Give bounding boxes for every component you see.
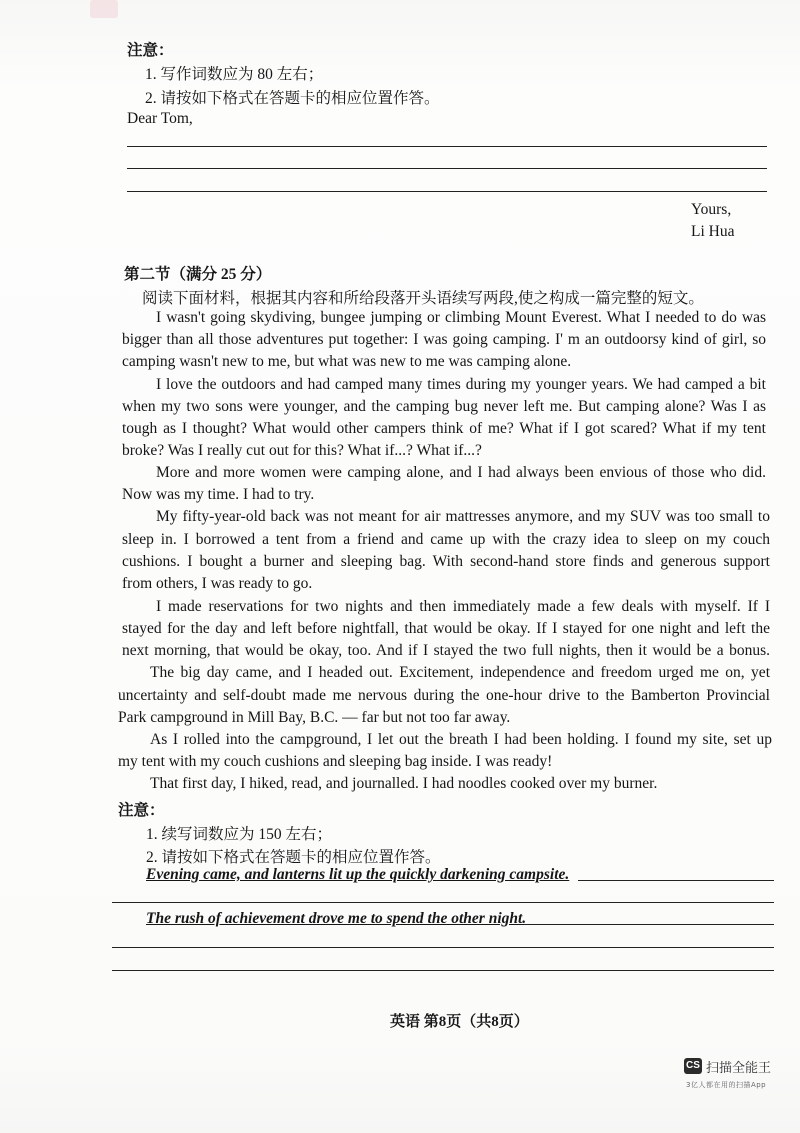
passage-line: cushions. I bought a burner and sleeping bag. With second-hand store finds and generous support [122, 553, 770, 570]
passage-line: sleep in. I borrowed a tent from a friend and came up with the crazy idea to sleep on my couch [122, 531, 770, 548]
signature: Li Hua [691, 223, 735, 240]
page-footer: 英语 第8页（共8页） [390, 1014, 529, 1030]
scan-mark [90, 0, 118, 18]
answer-line [127, 191, 767, 192]
passage-line: As I rolled into the campground, I let out the breath I had been holding. I found my site, set up [150, 731, 772, 748]
camscanner-logo: CS [684, 1058, 702, 1074]
answer-line [127, 168, 767, 169]
passage-line: tough as I thought? What would other campers think of me? What if I got scared? What if my tent [122, 420, 766, 437]
passage-line: I made reservations for two nights and then immediately made a few deals with myself. If I [156, 598, 770, 615]
passage-line: broke? Was I really cut out for this? What if...? What if...? [122, 442, 482, 459]
answer-line [524, 924, 774, 925]
answer-line [127, 146, 767, 147]
note-item-2: 2. 请按如下格式在答题卡的相应位置作答。 [145, 90, 440, 107]
passage-line: I wasn't going skydiving, bungee jumping or climbing Mount Everest. What I needed to do was [156, 309, 766, 326]
closing: Yours, [691, 201, 732, 218]
answer-line [112, 970, 774, 971]
passage-line: I love the outdoors and had camped many times during my younger years. We had camped a bit [156, 376, 766, 393]
passage-line: The big day came, and I headed out. Excitement, independence and freedom urged me on, yet [150, 664, 770, 681]
continuation-prompt-1: Evening came, and lanterns lit up the quickly darkening campsite. [146, 866, 570, 883]
watermark-tagline: 3亿人都在用的扫描App [686, 1081, 767, 1089]
passage-line: Now was my time. I had to try. [122, 486, 315, 503]
passage-line: More and more women were camping alone, and I had always been envious of those who did. [156, 464, 766, 481]
answer-line [112, 947, 774, 948]
passage-line: uncertainty and self-doubt made me nervous during the one-hour drive to the Bamberton Provincial [118, 687, 770, 704]
passage-line: my tent with my couch cushions and sleeping bag inside. I was ready! [118, 753, 553, 770]
note-item-1: 1. 写作词数应为 80 左右； [145, 66, 324, 83]
passage-line: My fifty-year-old back was not meant for air mattresses anymore, and my SUV was too small to [156, 508, 770, 525]
passage-line: bigger than all those adventures put together: I was going camping. I' m an outdoorsy kind of girl, so [122, 331, 766, 348]
note-title: 注意： [127, 42, 174, 59]
answer-line [112, 902, 774, 903]
salutation: Dear Tom, [127, 110, 193, 127]
passage-line: That first day, I hiked, read, and journalled. I had noodles cooked over my burner. [150, 775, 658, 792]
note-title-2: 注意： [118, 802, 165, 819]
passage-line: when my two sons were younger, and the camping bug never left me. But camping alone? Was I as [122, 398, 766, 415]
section-heading: 第二节（满分 25 分） [124, 266, 272, 283]
passage-line: stayed for the day and left before nightfall, that would be okay. If I stayed for one night and left the [122, 620, 770, 637]
watermark-app-name: 扫描全能王 [706, 1061, 772, 1076]
note-item-3: 1. 续写词数应为 150 左右； [146, 826, 333, 843]
passage-line: camping wasn't new to me, but what was new to me was camping alone. [122, 353, 572, 370]
passage-line: next morning, that would be okay, too. And if I stayed the two full nights, then it would be a bonus. [122, 642, 770, 659]
note-item-4: 2. 请按如下格式在答题卡的相应位置作答。 [146, 849, 441, 866]
answer-line [578, 880, 774, 881]
passage-line: Park campground in Mill Bay, B.C. — far but not too far away. [118, 709, 511, 726]
passage-line: from others, I was ready to go. [122, 575, 313, 592]
continuation-prompt-2: The rush of achievement drove me to spend the other night. [146, 910, 527, 927]
section-instruction: 阅读下面材料，根据其内容和所给段落开头语续写两段,使之构成一篇完整的短文。 [142, 290, 704, 307]
